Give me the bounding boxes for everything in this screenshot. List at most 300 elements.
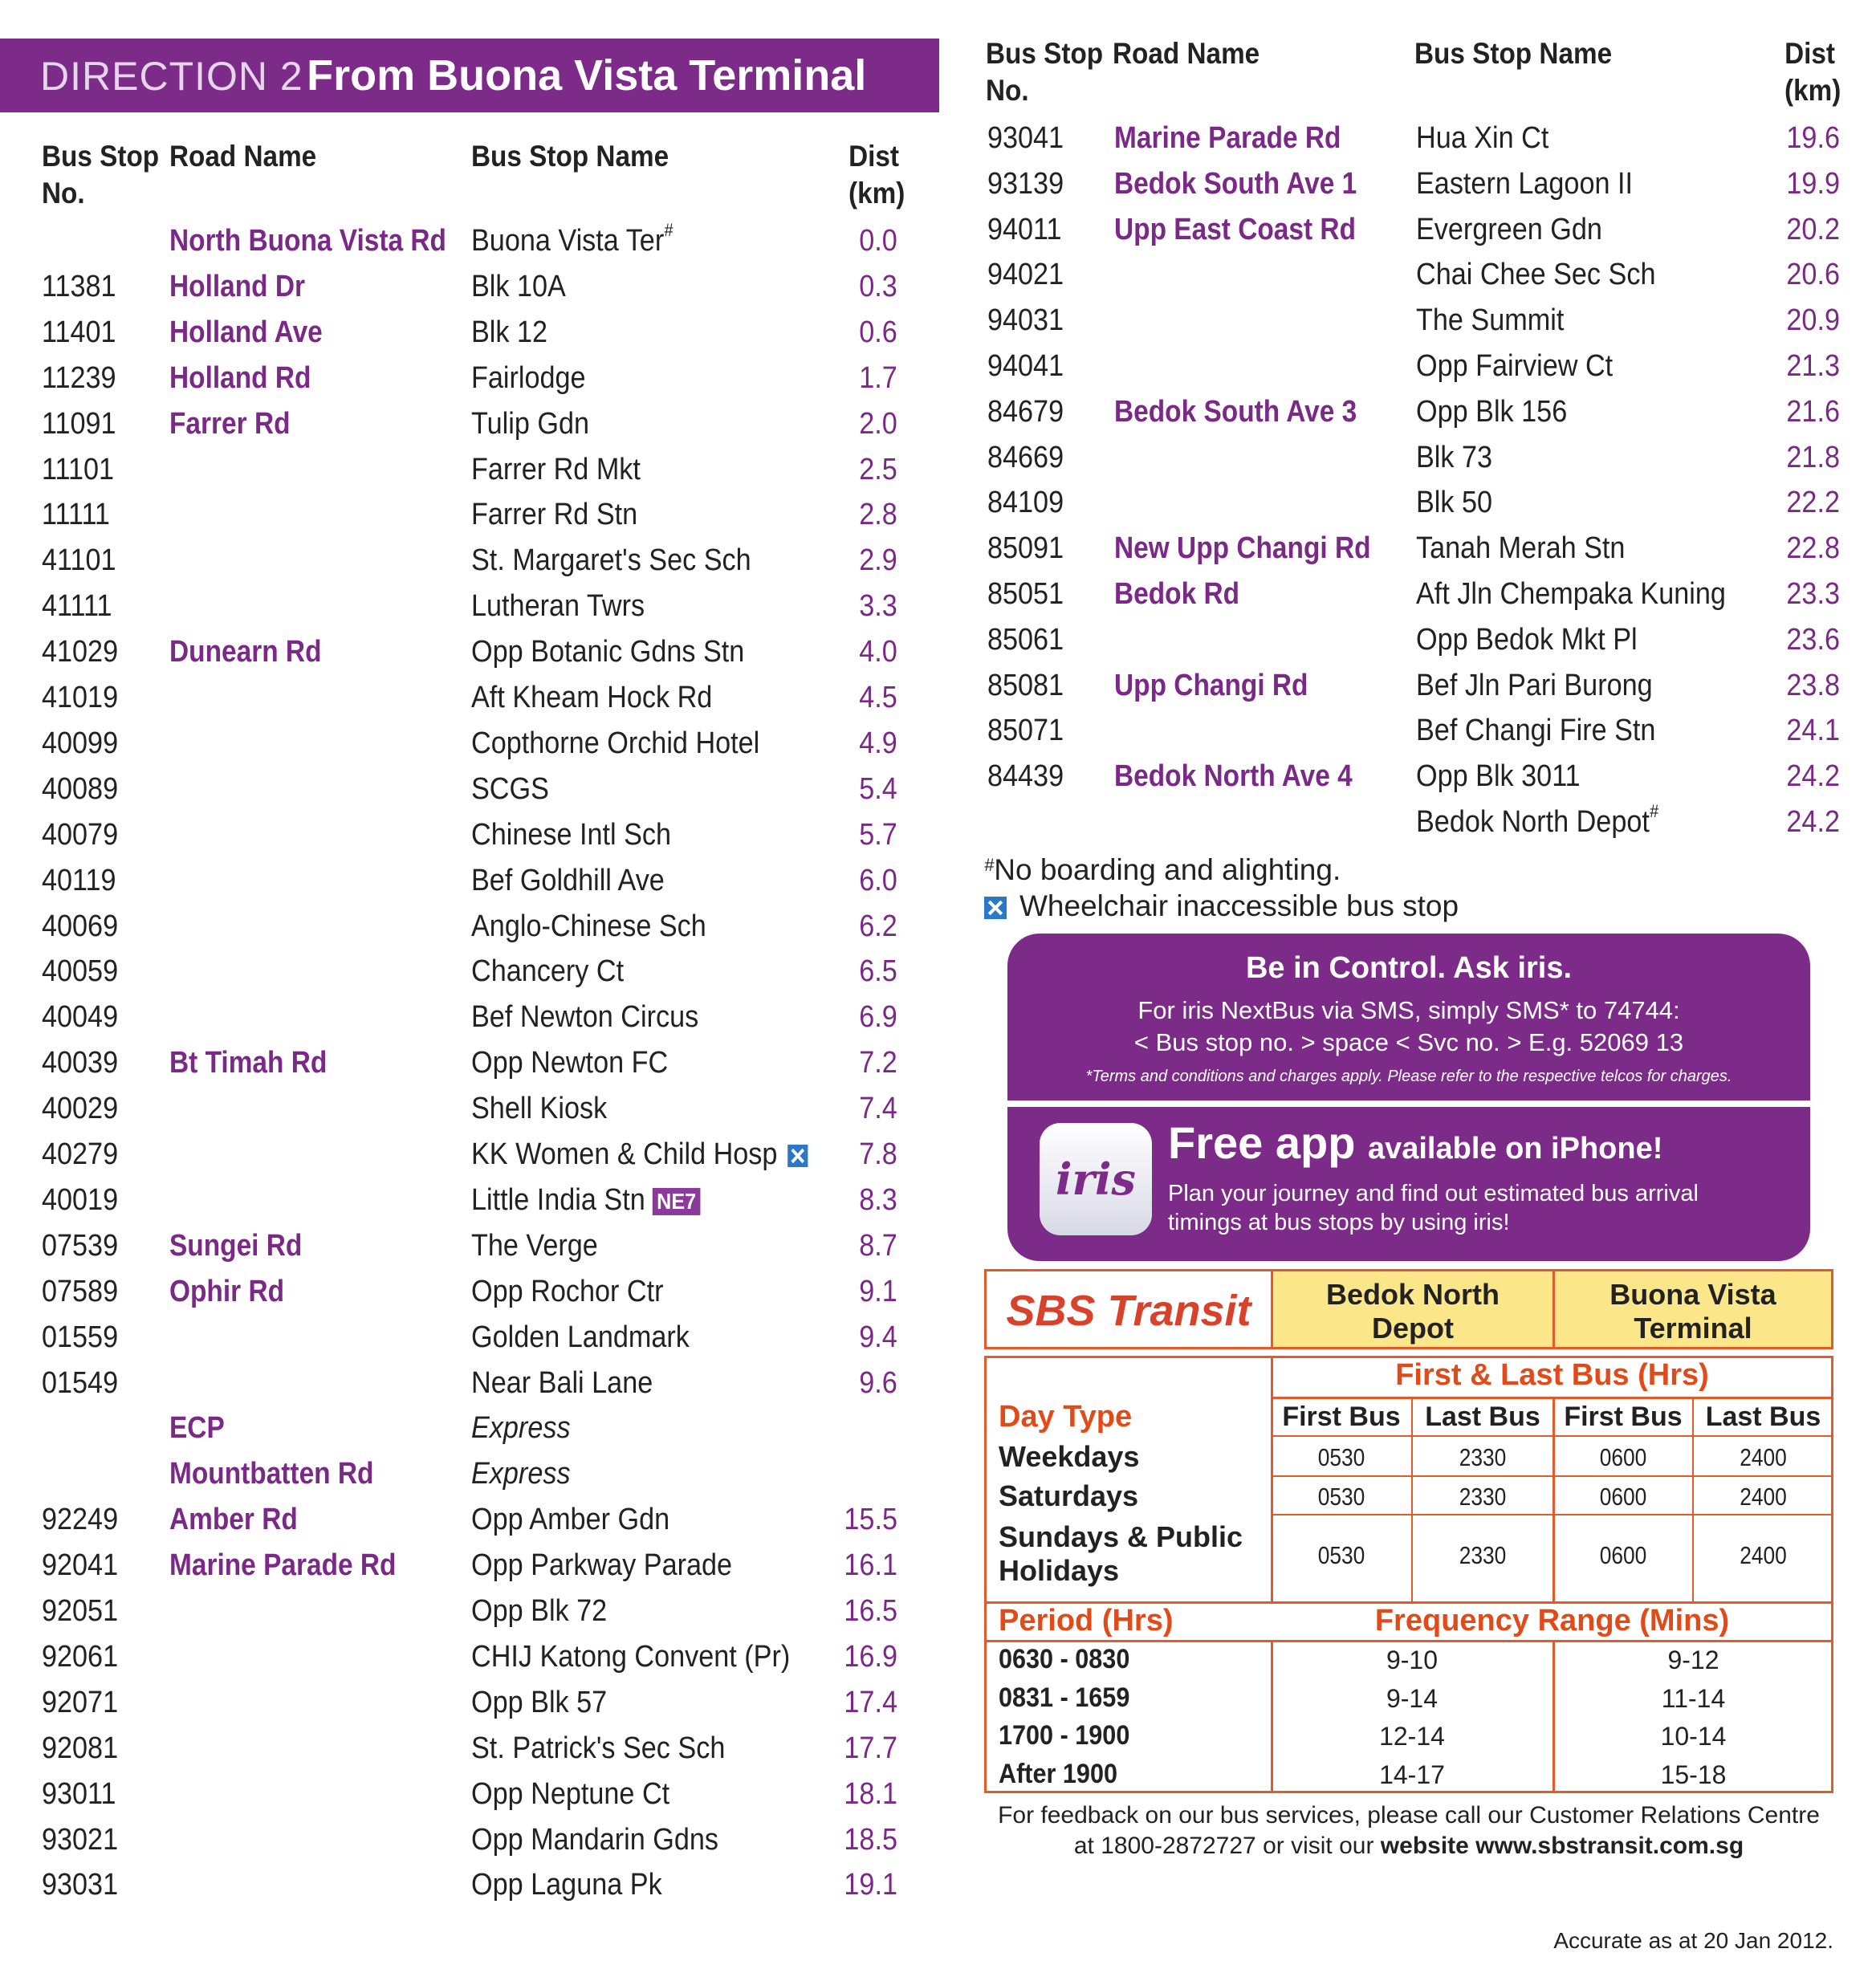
bus-stop-name bbox=[471, 1086, 607, 1132]
road-name: Ophir Rd bbox=[169, 1274, 285, 1308]
bus-stop-no: 40039 bbox=[42, 1046, 119, 1080]
table-row bbox=[0, 572, 1876, 617]
bus-stop-no: 93031 bbox=[42, 1868, 119, 1902]
table-row bbox=[0, 252, 1876, 298]
table-row bbox=[0, 435, 1876, 481]
iris-plan-line1: Plan your journey and find out estimated bus arrival bbox=[1168, 1181, 1699, 1206]
bus-stop-name-text: Farrer Rd Mkt bbox=[471, 452, 641, 486]
bus-stop-no: 94011 bbox=[987, 212, 1062, 246]
distance-km: 21.6 bbox=[1786, 394, 1840, 429]
table-row bbox=[0, 858, 1876, 904]
bus-stop-name bbox=[1416, 298, 1564, 344]
no-boarding-mark: # bbox=[664, 220, 673, 240]
distance-km: 7.2 bbox=[859, 1046, 897, 1080]
divider bbox=[984, 1640, 1833, 1642]
header-text: No. bbox=[42, 177, 85, 210]
note-no-boarding bbox=[984, 853, 1341, 887]
bus-stop-name-text: Opp Rochor Ctr bbox=[471, 1274, 664, 1308]
table-row bbox=[0, 799, 1876, 845]
bus-stop-name bbox=[471, 1862, 662, 1908]
direction-label: DIRECTION 2 bbox=[40, 54, 303, 99]
last-bus-time: 2330 bbox=[1459, 1483, 1507, 1511]
distance-km: 22.8 bbox=[1786, 531, 1840, 566]
bus-stop-name-text: Buona Vista Ter bbox=[471, 224, 665, 258]
road-name: Bedok North Ave 4 bbox=[1114, 759, 1353, 794]
distance-km: 1.7 bbox=[859, 360, 897, 395]
distance-km: 6.9 bbox=[859, 1000, 897, 1035]
road-name: Upp East Coast Rd bbox=[1114, 212, 1357, 246]
distance-km: 4.5 bbox=[859, 681, 897, 714]
bus-stop-name-text: Opp Fairview Ct bbox=[1416, 349, 1614, 383]
bus-stop-name bbox=[471, 904, 706, 950]
distance-km: 17.7 bbox=[844, 1731, 897, 1765]
distance-km: 21.3 bbox=[1786, 349, 1840, 383]
bus-stop-no: 85071 bbox=[987, 714, 1064, 748]
distance-km: 24.2 bbox=[1786, 805, 1840, 839]
distance-km: 23.3 bbox=[1786, 577, 1840, 611]
first-bus-time: 0600 bbox=[1599, 1483, 1647, 1511]
road-name: Bedok South Ave 1 bbox=[1114, 166, 1357, 201]
bus-stop-no: 11091 bbox=[42, 406, 116, 441]
table-row bbox=[0, 207, 1876, 253]
frequency-range: 11-14 bbox=[1661, 1683, 1726, 1713]
bus-stop-name-text: Opp Amber Gdn bbox=[471, 1503, 670, 1537]
terminus-line: Depot bbox=[1372, 1312, 1454, 1345]
bus-stop-no: 40279 bbox=[42, 1137, 119, 1171]
last-bus-time: 2330 bbox=[1459, 1541, 1507, 1569]
bus-stop-name-text: Near Bali Lane bbox=[471, 1365, 653, 1400]
bus-stop-no: 84669 bbox=[987, 440, 1064, 474]
bus-stop-name bbox=[1416, 799, 1658, 845]
distance-km: 2.9 bbox=[859, 543, 897, 578]
bus-stop-name-text: Blk 73 bbox=[1416, 440, 1493, 474]
bus-stop-name bbox=[1416, 435, 1492, 481]
bus-stop-name-text: Farrer Rd Stn bbox=[471, 498, 638, 532]
bus-stop-name-text: Fairlodge bbox=[471, 360, 586, 395]
iris-free-app bbox=[1168, 1117, 1662, 1169]
bus-stop-no: 93021 bbox=[42, 1822, 119, 1857]
bus-stop-name bbox=[471, 1132, 808, 1178]
header-text: Bus Stop bbox=[42, 140, 160, 173]
distance-km: 6.5 bbox=[859, 954, 897, 989]
distance-km: 0.3 bbox=[859, 269, 897, 303]
bus-stop-name-text: Eastern Lagoon II bbox=[1416, 166, 1633, 201]
first-bus-time: 0530 bbox=[1317, 1541, 1365, 1569]
distance-km: 20.6 bbox=[1786, 258, 1840, 292]
terminus-label bbox=[1555, 1278, 1831, 1345]
bus-stop-no: 40049 bbox=[42, 1000, 119, 1035]
bus-stop-name-text: Hua Xin Ct bbox=[1416, 121, 1549, 155]
feedback-line1: For feedback on our bus services, please call our Customer Relations Centre bbox=[998, 1802, 1820, 1829]
header-text: (km) bbox=[1784, 74, 1841, 107]
terminus-cell bbox=[1552, 1269, 1833, 1349]
bus-stop-name-text: Golden Landmark bbox=[471, 1320, 690, 1354]
bus-stop-name bbox=[471, 1817, 718, 1863]
table-row bbox=[0, 116, 1876, 161]
bus-stop-name bbox=[1416, 708, 1655, 754]
bus-stop-no: 01549 bbox=[42, 1365, 119, 1400]
distance-km: 23.8 bbox=[1786, 668, 1840, 702]
frequency-range: 9-14 bbox=[1386, 1683, 1439, 1713]
frequency-range: 9-12 bbox=[1667, 1646, 1719, 1674]
day-type-label: Day Type bbox=[999, 1400, 1133, 1434]
terminus-line: Bedok North bbox=[1326, 1278, 1500, 1311]
distance-km: 5.7 bbox=[859, 817, 897, 852]
iris-title: Be in Control. Ask iris. bbox=[1245, 951, 1573, 985]
table-row bbox=[0, 389, 1876, 435]
bus-stop-name-text: Aft Kheam Hock Rd bbox=[471, 681, 713, 714]
bus-stop-no: 11401 bbox=[42, 315, 116, 349]
left-header-road: Road Name bbox=[169, 140, 317, 173]
first-bus-time: 0600 bbox=[1599, 1541, 1647, 1569]
bus-stop-no: 01559 bbox=[42, 1320, 119, 1354]
bus-stop-name bbox=[471, 858, 665, 904]
bus-stop-no: 40089 bbox=[42, 771, 119, 806]
bus-stop-name-text: Copthorne Orchid Hotel bbox=[471, 726, 760, 760]
distance-km: 2.5 bbox=[859, 452, 897, 486]
bus-stop-name-text: Chai Chee Sec Sch bbox=[1416, 258, 1656, 292]
bus-stop-name bbox=[471, 949, 624, 995]
first-bus-time: 0530 bbox=[1317, 1483, 1365, 1511]
bus-stop-no: 94021 bbox=[987, 258, 1064, 292]
bus-stop-name bbox=[471, 1772, 669, 1817]
bus-stop-no: 11101 bbox=[42, 452, 115, 486]
available-text: available on iPhone! bbox=[1367, 1132, 1663, 1166]
bus-stop-name-text: Shell Kiosk bbox=[471, 1092, 608, 1126]
distance-km: 17.4 bbox=[844, 1685, 897, 1719]
last-bus-time: 2400 bbox=[1740, 1541, 1787, 1569]
bus-stop-name-text: Bef Jln Pari Burong bbox=[1416, 668, 1653, 702]
feedback-website: website www.sbstransit.com.sg bbox=[1380, 1833, 1744, 1859]
table-row bbox=[0, 754, 1876, 799]
bus-stop-no: 40099 bbox=[42, 726, 119, 760]
bus-stop-name-text: Anglo-Chinese Sch bbox=[471, 909, 706, 943]
bus-stop-no: 40119 bbox=[42, 863, 116, 897]
distance-km: 6.2 bbox=[859, 909, 897, 943]
bus-stop-no: 84109 bbox=[987, 486, 1064, 520]
bus-stop-no: 40069 bbox=[42, 909, 119, 943]
bus-stop-name-text: Blk 12 bbox=[471, 315, 548, 349]
iris-sms-panel bbox=[1007, 934, 1810, 1100]
distance-km: 4.9 bbox=[859, 726, 897, 760]
brand-cell bbox=[984, 1269, 1273, 1349]
distance-km: 18.5 bbox=[844, 1822, 897, 1857]
bus-stop-no: 94031 bbox=[987, 303, 1064, 338]
direction-title: From Buona Vista Terminal bbox=[307, 51, 867, 100]
bus-stop-no: 40029 bbox=[42, 1092, 119, 1126]
divider bbox=[1271, 1475, 1833, 1477]
bus-stop-no: 93011 bbox=[42, 1776, 116, 1811]
bus-stop-no: 07539 bbox=[42, 1228, 119, 1263]
bus-stop-name-text: Little India Stn bbox=[471, 1182, 645, 1217]
table-row bbox=[0, 1862, 1876, 1908]
header-text: Dist bbox=[848, 140, 899, 173]
frequency-range: 14-17 bbox=[1379, 1759, 1445, 1789]
table-row bbox=[0, 708, 1876, 754]
bus-stop-name-text: Opp Blk 3011 bbox=[1416, 759, 1581, 794]
bus-stop-no: 93041 bbox=[987, 121, 1064, 155]
bus-stop-name bbox=[471, 1269, 663, 1315]
bus-stop-no: 40059 bbox=[42, 954, 119, 989]
bus-stop-no: 84439 bbox=[987, 759, 1064, 794]
distance-km: 15.5 bbox=[844, 1503, 897, 1537]
bus-stop-no: 41029 bbox=[42, 635, 119, 669]
iris-app-panel bbox=[1007, 1107, 1810, 1261]
bus-stop-name bbox=[1416, 252, 1655, 298]
iris-logo-text: iris bbox=[1056, 1153, 1136, 1205]
day-type: Weekdays bbox=[999, 1440, 1140, 1473]
distance-km: 18.1 bbox=[844, 1776, 897, 1811]
bus-stop-no: 92071 bbox=[42, 1685, 119, 1719]
direction-banner bbox=[0, 39, 939, 112]
bus-stop-name-text: Bedok North Depot bbox=[1416, 805, 1650, 839]
distance-km: 6.0 bbox=[859, 863, 897, 897]
bus-stop-name-text: The Verge bbox=[471, 1228, 598, 1263]
wheelchair-inaccessible-icon bbox=[787, 1145, 808, 1167]
left-header-name: Bus Stop Name bbox=[471, 140, 669, 173]
bus-stop-name bbox=[1416, 161, 1633, 207]
iris-sms-line2: < Bus stop no. > space < Svc no. > E.g. 52069 13 bbox=[1133, 1028, 1684, 1056]
bus-stop-no: 92081 bbox=[42, 1731, 119, 1765]
table-row bbox=[0, 526, 1876, 572]
bus-stop-name-text: Express bbox=[471, 1411, 571, 1446]
distance-km: 24.2 bbox=[1786, 759, 1840, 794]
distance-km: 9.1 bbox=[859, 1274, 897, 1308]
distance-km: 8.3 bbox=[859, 1182, 897, 1217]
note-text: No boarding and alighting. bbox=[994, 853, 1341, 886]
bus-stop-name-text: Bef Changi Fire Stn bbox=[1416, 714, 1656, 748]
distance-km: 20.2 bbox=[1786, 212, 1840, 246]
table-row bbox=[0, 161, 1876, 207]
col-last-bus: Last Bus bbox=[1425, 1401, 1540, 1432]
right-header-stop-no bbox=[986, 35, 1103, 109]
iris-sms-line1: For iris NextBus via SMS, simply SMS* to 74744: bbox=[1137, 996, 1680, 1024]
road-name: Bedok South Ave 3 bbox=[1114, 394, 1357, 429]
bus-stop-name-text: SCGS bbox=[471, 771, 549, 806]
bus-stop-name bbox=[471, 1406, 571, 1451]
bus-stop-name-text: Opp Laguna Pk bbox=[471, 1868, 662, 1902]
bus-stop-name bbox=[1416, 754, 1581, 799]
distance-km: 0.0 bbox=[859, 224, 897, 258]
hash-mark: # bbox=[984, 855, 995, 875]
bus-stop-no: 40019 bbox=[42, 1182, 119, 1217]
road-name: Amber Rd bbox=[169, 1503, 298, 1537]
bus-stop-name bbox=[471, 1680, 607, 1726]
frequency-range: 10-14 bbox=[1660, 1722, 1727, 1751]
bus-stop-name bbox=[471, 1223, 598, 1269]
bus-stop-no: 85091 bbox=[987, 531, 1064, 566]
bus-stop-no: 11111 bbox=[42, 498, 110, 532]
bus-stop-name-text: Evergreen Gdn bbox=[1416, 212, 1602, 246]
bus-stop-name-text: Opp Neptune Ct bbox=[471, 1776, 670, 1811]
bus-stop-no: 41101 bbox=[42, 543, 116, 578]
distance-km: 21.8 bbox=[1786, 440, 1840, 474]
bus-stop-no: 41111 bbox=[42, 589, 112, 624]
bus-stop-name bbox=[471, 1451, 571, 1497]
bus-stop-name bbox=[471, 1497, 669, 1543]
terminus-label bbox=[1273, 1278, 1552, 1345]
bus-stop-name-text: Tanah Merah Stn bbox=[1416, 531, 1626, 566]
distance-km: 19.6 bbox=[1786, 121, 1840, 155]
day-type-line: Sundays & Public bbox=[999, 1520, 1243, 1553]
road-name: Holland Dr bbox=[169, 269, 306, 303]
bus-stop-name-text: Bef Newton Circus bbox=[471, 1000, 699, 1035]
bus-stop-name bbox=[471, 1634, 790, 1680]
bus-stop-no: 92051 bbox=[42, 1594, 119, 1628]
road-name: North Buona Vista Rd bbox=[169, 224, 446, 258]
distance-km: 16.5 bbox=[844, 1594, 897, 1628]
divider bbox=[1271, 1356, 1273, 1603]
bus-stop-name-text: Opp Newton FC bbox=[471, 1046, 669, 1080]
first-bus-time: 0530 bbox=[1317, 1443, 1365, 1471]
bus-stop-name bbox=[471, 1178, 701, 1223]
frequency-range: 15-18 bbox=[1660, 1759, 1727, 1789]
bus-stop-no: 40079 bbox=[42, 817, 119, 852]
bus-stop-name-text: Opp Blk 156 bbox=[1416, 394, 1568, 429]
road-name: Bt Timah Rd bbox=[169, 1046, 328, 1080]
bus-stop-no: 85081 bbox=[987, 668, 1064, 702]
road-name: New Upp Changi Rd bbox=[1114, 531, 1371, 566]
period: 1700 - 1900 bbox=[999, 1720, 1130, 1751]
iris-plan-line2: timings at bus stops by using iris! bbox=[1168, 1210, 1510, 1235]
distance-km: 4.0 bbox=[859, 635, 897, 669]
distance-km: 16.1 bbox=[844, 1548, 897, 1583]
table-row bbox=[0, 480, 1876, 526]
bus-stop-name-text: Express bbox=[471, 1457, 571, 1491]
bus-stop-name-text: Opp Blk 57 bbox=[471, 1685, 608, 1719]
bus-stop-no: 93139 bbox=[987, 166, 1064, 201]
no-boarding-mark: # bbox=[1649, 801, 1658, 821]
accurate-date: Accurate as at 20 Jan 2012. bbox=[1553, 1928, 1833, 1953]
bus-stop-name-text: Lutheran Twrs bbox=[471, 589, 645, 624]
road-name: Bedok Rd bbox=[1114, 577, 1240, 611]
free-app-text: Free app bbox=[1168, 1117, 1356, 1168]
bus-stop-name bbox=[471, 1361, 653, 1406]
bus-stop-no: 94041 bbox=[987, 349, 1064, 383]
bus-stop-no: 85061 bbox=[987, 622, 1064, 657]
distance-km: 23.6 bbox=[1786, 622, 1840, 657]
road-name: Upp Changi Rd bbox=[1114, 668, 1308, 702]
bus-stop-name-text: Blk 10A bbox=[471, 269, 566, 303]
bus-stop-name bbox=[471, 995, 698, 1040]
bus-stop-name-text: Blk 50 bbox=[1416, 486, 1493, 520]
day-type: Saturdays bbox=[999, 1479, 1139, 1512]
bus-stop-name bbox=[1416, 572, 1726, 617]
right-header-dist bbox=[1784, 35, 1841, 109]
distance-km: 5.4 bbox=[859, 771, 897, 806]
bus-stop-name-text: Tulip Gdn bbox=[471, 406, 590, 441]
terminus-cell bbox=[1271, 1269, 1555, 1349]
bus-stop-name bbox=[1416, 207, 1602, 253]
last-bus-time: 2400 bbox=[1740, 1443, 1787, 1471]
road-name: Mountbatten Rd bbox=[169, 1457, 374, 1491]
bus-stop-name-text: Aft Jln Chempaka Kuning bbox=[1416, 577, 1726, 611]
distance-km: 20.9 bbox=[1786, 303, 1840, 338]
bus-stop-no: 07589 bbox=[42, 1274, 119, 1308]
frequency-title: Frequency Range (Mins) bbox=[1374, 1604, 1730, 1637]
bus-stop-name-text: Opp Botanic Gdns Stn bbox=[471, 635, 745, 669]
bus-stop-name bbox=[1416, 617, 1638, 663]
bus-stop-name bbox=[471, 1726, 725, 1772]
distance-km: 24.1 bbox=[1786, 714, 1840, 748]
bus-stop-name-text: Opp Bedok Mkt Pl bbox=[1416, 622, 1638, 657]
divider bbox=[1271, 1435, 1833, 1437]
bus-stop-name-text: Bef Goldhill Ave bbox=[471, 863, 665, 897]
first-last-title: First & Last Bus (Hrs) bbox=[1395, 1358, 1709, 1392]
col-first-bus: First Bus bbox=[1282, 1401, 1401, 1432]
note-wheelchair bbox=[984, 889, 1459, 923]
distance-km: 3.3 bbox=[859, 589, 897, 624]
distance-km: 0.6 bbox=[859, 315, 897, 349]
header-text: (km) bbox=[848, 177, 905, 210]
bus-stop-name-text: Opp Parkway Parade bbox=[471, 1548, 733, 1583]
bus-stop-name bbox=[1416, 389, 1567, 435]
bus-stop-name-text: Chinese Intl Sch bbox=[471, 817, 672, 852]
road-name: Holland Rd bbox=[169, 360, 311, 395]
last-bus-time: 2400 bbox=[1740, 1483, 1787, 1511]
feedback-text: at 1800-2872727 or visit our bbox=[1073, 1833, 1374, 1859]
wheelchair-inaccessible-icon bbox=[984, 897, 1007, 919]
distance-km: 9.4 bbox=[859, 1320, 897, 1354]
bus-stop-name bbox=[471, 1040, 668, 1086]
bus-stop-name bbox=[1416, 526, 1625, 572]
bus-stop-no: 85051 bbox=[987, 577, 1064, 611]
header-text: No. bbox=[986, 74, 1029, 107]
bus-stop-no: 84679 bbox=[987, 394, 1064, 429]
note-text: Wheelchair inaccessible bus stop bbox=[1019, 889, 1459, 922]
bus-stop-no: 92061 bbox=[42, 1639, 119, 1674]
period: After 1900 bbox=[999, 1758, 1117, 1789]
bus-stop-name bbox=[1416, 480, 1492, 526]
bus-stop-name-text: St. Margaret's Sec Sch bbox=[471, 543, 751, 578]
bus-stop-name bbox=[471, 1543, 732, 1589]
bus-stop-name-text: KK Women & Child Hosp bbox=[471, 1137, 778, 1171]
distance-km: 19.9 bbox=[1786, 166, 1840, 201]
bus-stop-name bbox=[1416, 344, 1613, 389]
header-text: Bus Stop bbox=[986, 37, 1104, 70]
table-row bbox=[0, 344, 1876, 389]
header-text: Dist bbox=[1784, 37, 1835, 70]
frequency-range: 9-10 bbox=[1386, 1646, 1439, 1674]
period: 0831 - 1659 bbox=[999, 1682, 1130, 1713]
table-row bbox=[0, 298, 1876, 344]
day-type bbox=[999, 1520, 1243, 1588]
bus-stop-name bbox=[471, 1315, 690, 1361]
day-type-line: Holidays bbox=[999, 1554, 1120, 1587]
bus-stop-no: 11239 bbox=[42, 360, 116, 395]
last-bus-time: 2330 bbox=[1459, 1443, 1507, 1471]
col-last-bus: Last Bus bbox=[1705, 1401, 1821, 1432]
distance-km: 9.6 bbox=[859, 1365, 897, 1400]
distance-km: 19.1 bbox=[844, 1868, 897, 1902]
bus-stop-no: 41019 bbox=[42, 681, 119, 714]
divider bbox=[1271, 1514, 1833, 1515]
road-name: ECP bbox=[169, 1411, 225, 1446]
table-row bbox=[0, 617, 1876, 663]
distance-km: 2.8 bbox=[859, 498, 897, 532]
right-header-road: Road Name bbox=[1113, 37, 1260, 70]
road-name: Holland Ave bbox=[169, 315, 323, 349]
iris-promo bbox=[1007, 934, 1810, 1261]
bus-stop-name bbox=[471, 1589, 607, 1634]
distance-km: 8.7 bbox=[859, 1228, 897, 1263]
bus-stop-name-text: CHIJ Katong Convent (Pr) bbox=[471, 1639, 791, 1674]
distance-km: 2.0 bbox=[859, 406, 897, 441]
iris-terms: *Terms and conditions and charges apply. Please refer to the respective telcos for charges. bbox=[1085, 1068, 1732, 1085]
distance-km: 7.8 bbox=[859, 1137, 897, 1171]
period-label: Period (Hrs) bbox=[999, 1604, 1174, 1637]
bus-stop-name-text: Chancery Ct bbox=[471, 954, 625, 989]
